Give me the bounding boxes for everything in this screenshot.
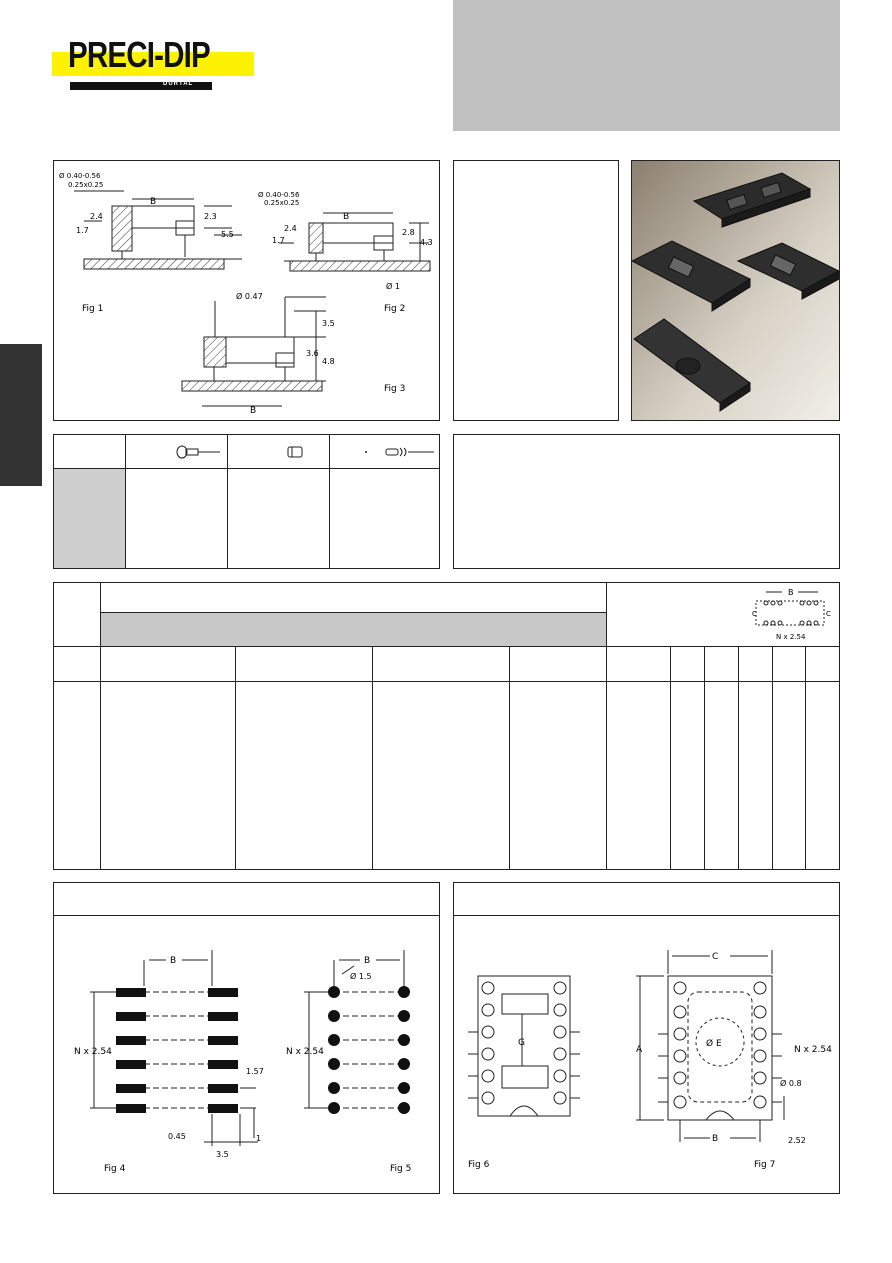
- pin-contact-icon: [174, 443, 222, 461]
- fig7-b-label: B: [712, 1134, 719, 1144]
- fig1-b-label: B: [150, 197, 157, 207]
- fig1-drawing: [74, 191, 242, 269]
- fig4-d35-label: 3.5: [216, 1150, 229, 1159]
- fig7-d252-label: 2.52: [788, 1136, 806, 1145]
- fig5-caption: Fig 5: [390, 1164, 412, 1174]
- fig3-d35-label: 3.5: [322, 319, 335, 328]
- footprint-c-label-left: C: [752, 610, 757, 618]
- fig3-dia-label: Ø 0.47: [236, 292, 263, 301]
- fig4-b-label: B: [170, 956, 177, 966]
- logo-subtitle: DURTAL: [163, 81, 194, 87]
- sleeve-icon: [286, 445, 306, 459]
- material-table: [53, 434, 440, 569]
- pcb-layout-drawing: [54, 916, 439, 1193]
- product-photo: [632, 161, 839, 420]
- socket-outline-drawing: [454, 916, 839, 1193]
- fig7-a-label: A: [636, 1045, 643, 1055]
- footprint-c-label-right: C: [826, 610, 831, 618]
- header-gray-block: [453, 0, 840, 131]
- fig1-d24-label: 2.4: [90, 212, 103, 221]
- pcb-layout-panel: [53, 882, 440, 1194]
- fig7-d08-label: Ø 0.8: [780, 1079, 802, 1088]
- fig2-b-label: B: [343, 212, 350, 222]
- fig3-d36-label: 3.6: [306, 349, 319, 358]
- fig2-dia-label: Ø 0.40-0.56: [258, 191, 300, 199]
- technical-drawing-panel: [53, 160, 440, 421]
- clip-contact-icon: [362, 445, 436, 459]
- side-tab: [0, 344, 42, 486]
- fig3-d48-label: 4.8: [322, 357, 335, 366]
- fig4-pads: [116, 988, 238, 1113]
- footprint-n-label: N x 2.54: [776, 633, 806, 641]
- fig3-b-label: B: [250, 406, 257, 416]
- fig7-n-label: N x 2.54: [794, 1045, 832, 1055]
- fig7-e-label: Ø E: [706, 1039, 722, 1049]
- fig4-drawing: [90, 950, 258, 1146]
- fig6-caption: Fig 6: [468, 1160, 490, 1170]
- fig7-caption: Fig 7: [754, 1160, 776, 1170]
- fig4-d1-label: 1: [256, 1134, 262, 1143]
- fig1-dia-label: Ø 0.40-0.56: [59, 172, 101, 180]
- fig5-dia-label: Ø 1.5: [350, 972, 372, 981]
- product-photo-panel: [631, 160, 840, 421]
- fig1-dia2-label: 0.25x0.25: [68, 181, 104, 189]
- fig2-d17-label: 1.7: [272, 236, 285, 245]
- fig2-drawing: [279, 213, 430, 271]
- fig2-d1-label: Ø 1: [386, 282, 400, 291]
- ordering-table: [53, 582, 840, 870]
- fig5-b-label: B: [364, 956, 371, 966]
- fig4-d045-label: 0.45: [168, 1132, 186, 1141]
- fig1-d23-label: 2.3: [204, 212, 217, 221]
- fig4-n-label: N x 2.54: [74, 1047, 112, 1057]
- fig1-caption: Fig 1: [82, 304, 104, 314]
- fig5-pads: [328, 986, 410, 1114]
- fig2-d28-label: 2.8: [402, 228, 415, 237]
- footprint-b-label: B: [788, 588, 794, 597]
- fig4-caption: Fig 4: [104, 1164, 126, 1174]
- fig1-d17-label: 1.7: [76, 226, 89, 235]
- fig2-d43-label: 4.3: [420, 238, 433, 247]
- fig2-caption: Fig 2: [384, 304, 406, 314]
- fig3-drawing: [182, 297, 326, 406]
- socket-cross-section-drawing: [54, 161, 439, 420]
- fig2-dia2-label: 0.25x0.25: [264, 199, 300, 207]
- fig6-g-label: G: [518, 1038, 525, 1048]
- material-table-side-cell: [54, 468, 125, 568]
- ordering-subheader-gray: [101, 613, 606, 646]
- brand-logo: [52, 34, 254, 92]
- fig4-d157-label: 1.57: [246, 1067, 264, 1076]
- footprint-diagram: [742, 585, 838, 643]
- fig7-c-label: C: [712, 952, 719, 962]
- logo-wordmark: PRECI-DIP: [68, 34, 210, 75]
- notes-panel: [453, 434, 840, 569]
- fig5-n-label: N x 2.54: [286, 1047, 324, 1057]
- description-panel: [453, 160, 619, 421]
- socket-outline-panel: [453, 882, 840, 1194]
- fig2-d24-label: 2.4: [284, 224, 297, 233]
- fig1-d55-label: 5.5: [221, 230, 234, 239]
- fig3-caption: Fig 3: [384, 384, 406, 394]
